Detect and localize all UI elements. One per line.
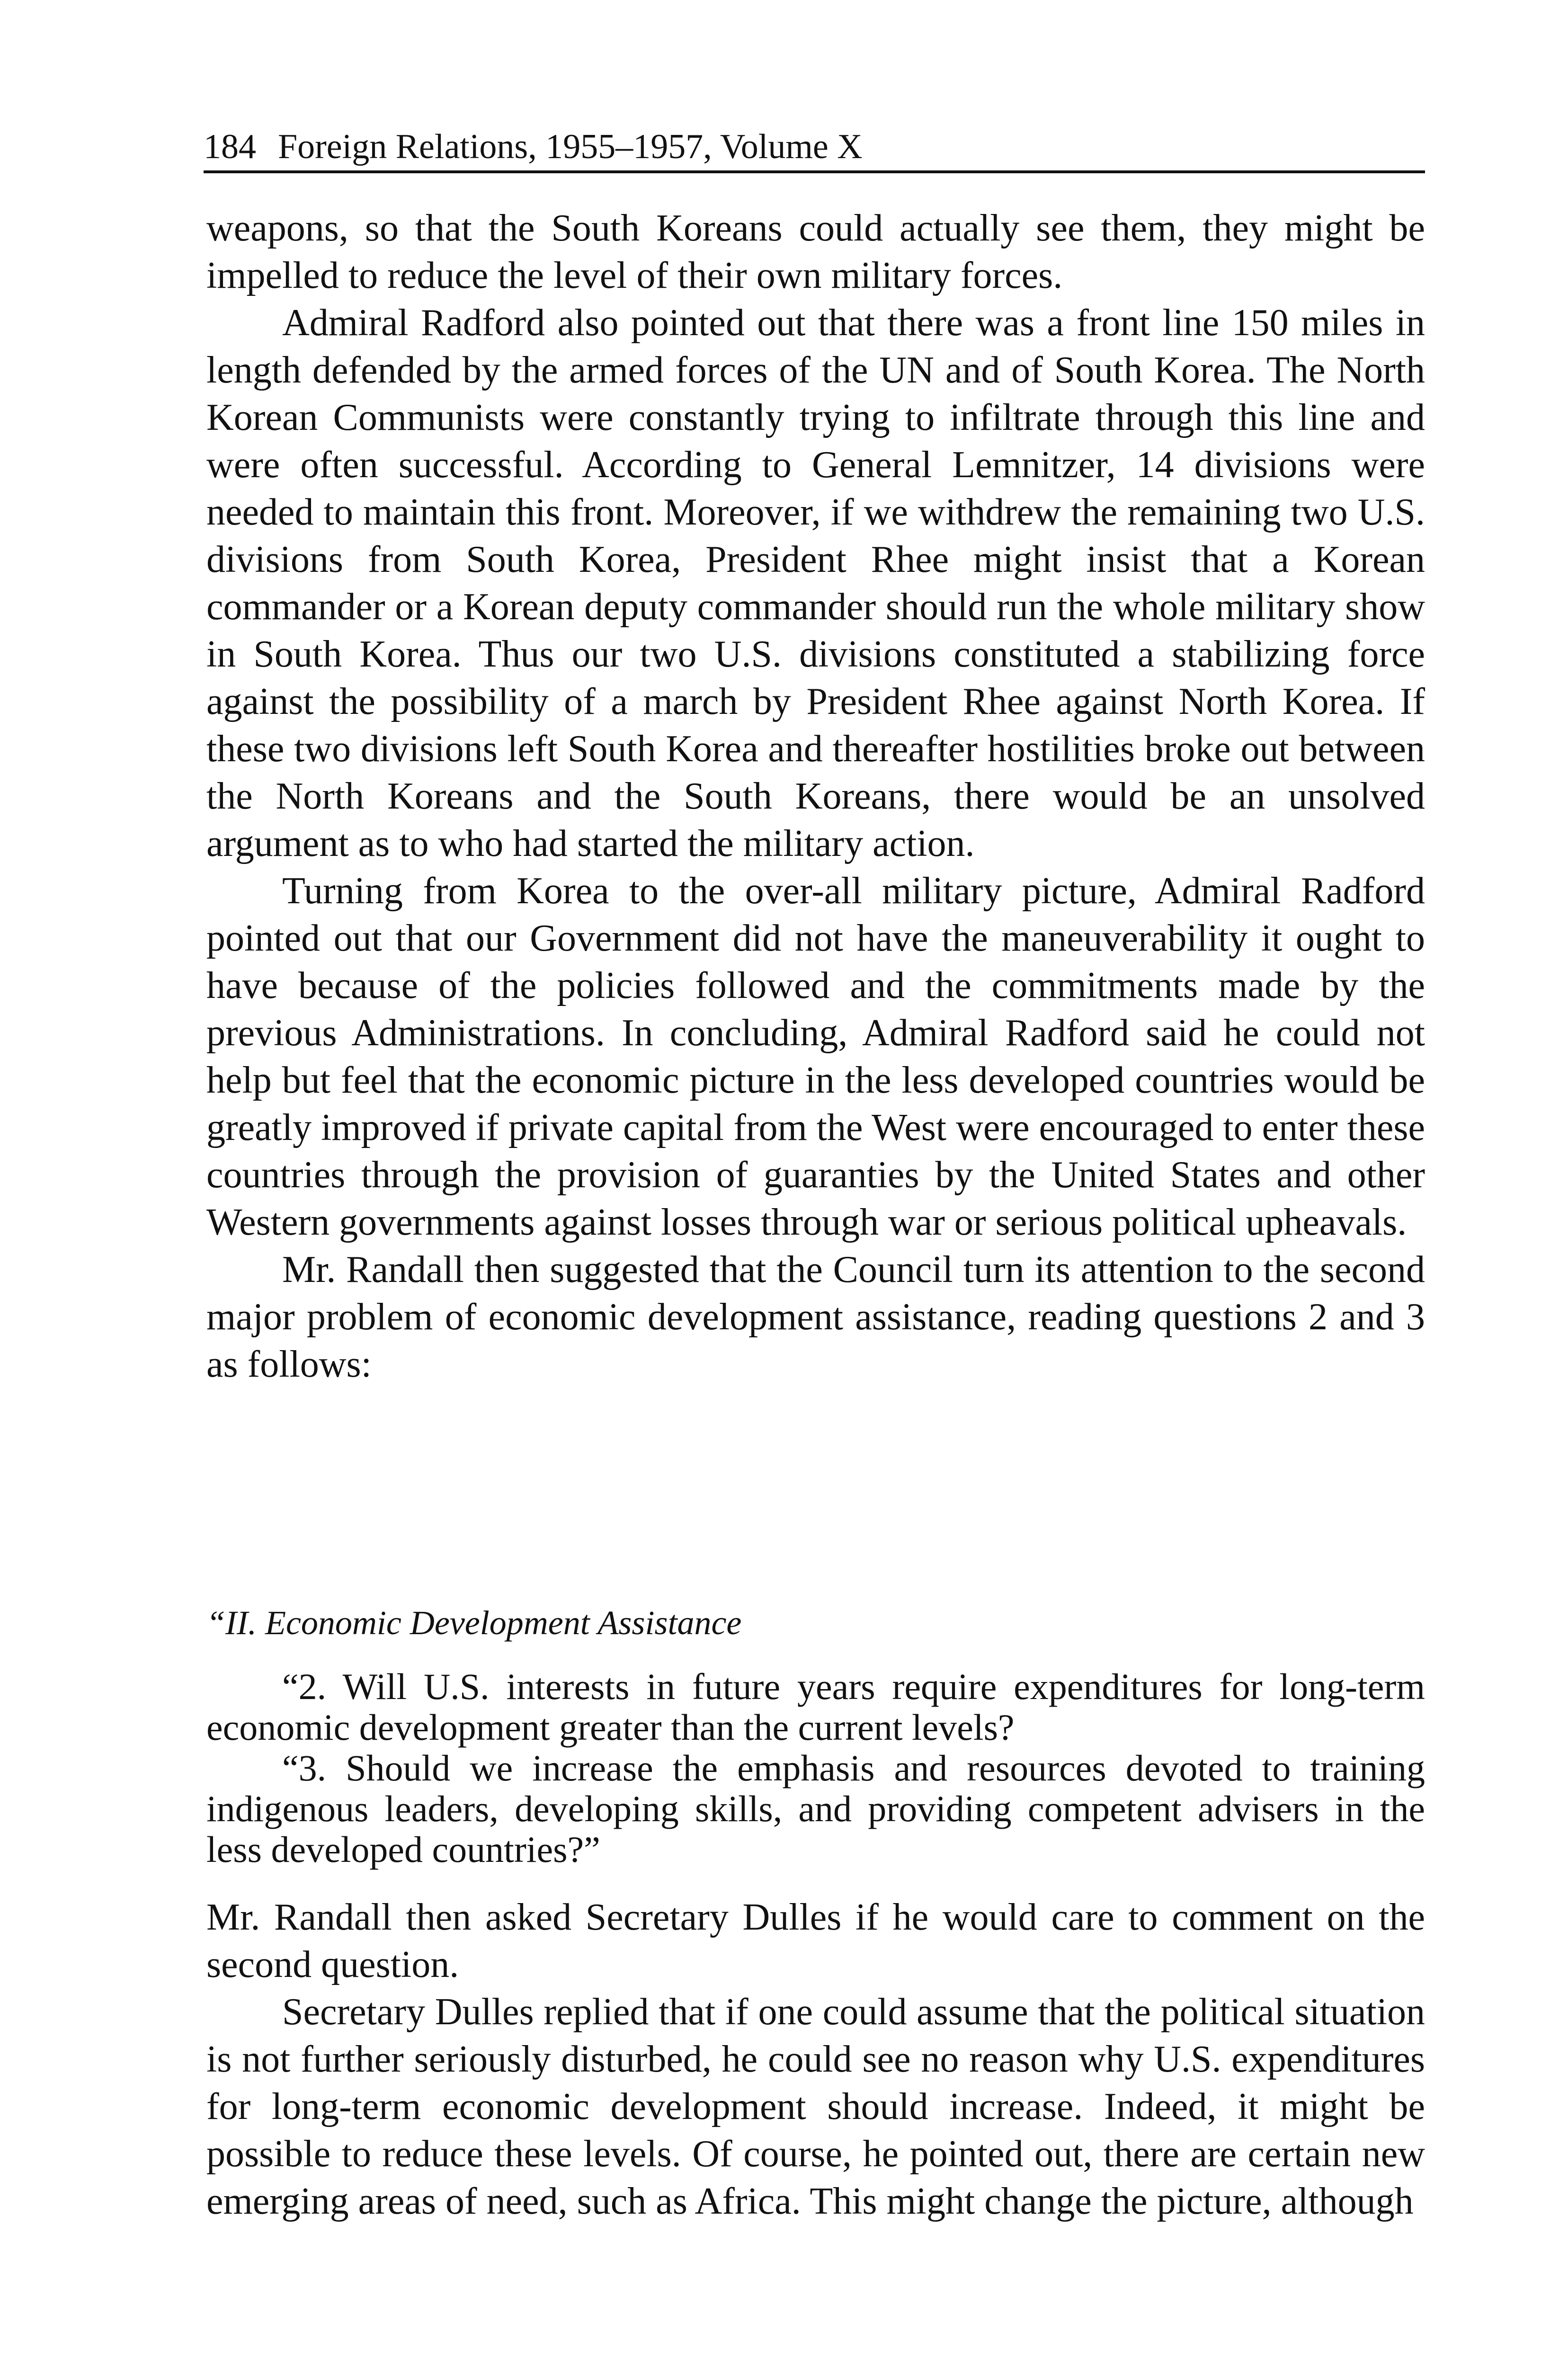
body-text-bottom (206, 1894, 1425, 2225)
paragraph-continuation: weapons, so that the South Koreans could actually see them, they might be impelled to reduce the level of their own military forces. (206, 207, 1425, 296)
page-number: 184 (204, 127, 256, 166)
paragraph-randall-questions: Mr. Randall then suggested that the Council turn its attention to the second major problem of economic development assistance, reading questions 2 and 3 as follows: (206, 1249, 1425, 1385)
quoted-section-heading: “II. Economic Development Assistance (206, 1604, 742, 1642)
paragraph-radford-korea: Admiral Radford also pointed out that there was a front line 150 miles in length defended by the armed forces of the UN and of South Korea. The North Korean Communists were constantly trying to infiltrate through this line and were often successful. According to General Lemnitzer, 14 divisions were needed to maintain this front. Moreover, if we withdrew the remaining two U.S. divisions from South Korea, President Rhee might insist that a Korean commander or a Korean deputy commander should run the whole military show in South Korea. Thus our two U.S. divisions constituted a stabilizing force against the possibility of a march by President Rhee against North Korea. If these two divisions left South Korea and thereafter hostilities broke out between the North Koreans and the South Koreans, there would be an unsolved argument as to who had started the military action. (206, 302, 1425, 864)
quoted-question-2: “2. Will U.S. interests in future years require expenditures for long-term economic development greater than the current levels? (206, 1666, 1425, 1748)
quoted-questions (206, 1666, 1425, 1870)
quoted-question-3: “3. Should we increase the emphasis and resources devoted to training indigenous leaders, developing skills, and providing competent advisers in the less developed countries?” (206, 1747, 1425, 1870)
running-head-title: Foreign Relations, 1955–1957, Volume X (278, 127, 863, 166)
body-text-top (206, 205, 1425, 1388)
paragraph-dulles-reply: Secretary Dulles replied that if one could assume that the political situation is not further seriously disturbed, he could see no reason why U.S. expenditures for long-term economic development should increase. Indeed, it might be possible to reduce these levels. Of course, he pointed out, there are certain new emerging areas of need, such as Africa. This might change the picture, although (206, 1991, 1425, 2222)
paragraph-randall-asks: Mr. Randall then asked Secretary Dulles if he would care to comment on the second question. (206, 1896, 1425, 1985)
paragraph-radford-overall: Turning from Korea to the over-all military picture, Admiral Radford pointed out that our Government did not have the maneuverability it ought to have because of the policies followed and the commitments made by the previous Administrations. In concluding, Admiral Radford said he could not help but feel that the economic picture in the less developed countries would be greatly improved if private capital from the West were encouraged to enter these countries through the provision of guaranties by the United States and other Western governments against losses through war or serious political upheavals. (206, 870, 1425, 1243)
running-head (204, 123, 1425, 173)
